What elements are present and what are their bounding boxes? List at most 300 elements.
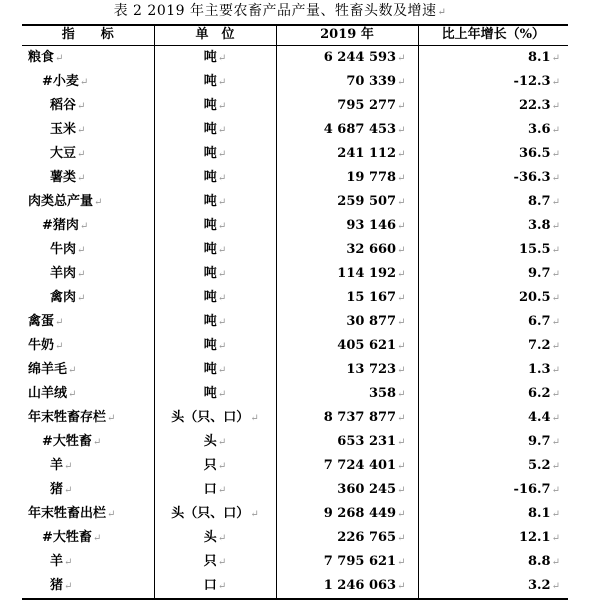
- row-value: [276, 430, 418, 454]
- table-row: [22, 142, 568, 166]
- row-value: [276, 214, 418, 238]
- row-growth-text: 6.2: [527, 385, 551, 401]
- row-growth: [418, 94, 568, 118]
- row-growth-text: 3.6: [527, 121, 551, 137]
- row-value-text: 15 167: [346, 289, 397, 305]
- table-title-text: 表 2 2019 年主要农畜产品产量、牲畜头数及增速: [113, 3, 437, 19]
- row-unit-text: 头: [203, 433, 217, 449]
- row-growth: [418, 238, 568, 262]
- paragraph-mark-icon: ↵: [551, 436, 560, 448]
- row-unit-text: 吨: [203, 385, 217, 401]
- row-unit-text: 吨: [203, 361, 217, 377]
- row-growth-text: 9.7: [527, 433, 551, 449]
- table-body: [22, 45, 568, 599]
- row-unit-text: 只: [203, 457, 217, 473]
- paragraph-mark-icon: ↵: [217, 436, 227, 448]
- paragraph-mark-icon: ↵: [551, 316, 560, 328]
- row-value: [276, 70, 418, 94]
- paragraph-mark-icon: ↵: [397, 412, 406, 424]
- row-name: [22, 334, 154, 358]
- paragraph-mark-icon: ↵: [217, 268, 227, 280]
- row-name-text: #大牲畜: [42, 529, 92, 545]
- row-unit: [154, 70, 276, 94]
- table-row: [22, 166, 568, 190]
- row-unit-text: 吨: [203, 265, 217, 281]
- header-unit: 单 位: [154, 25, 276, 45]
- table-row: [22, 550, 568, 574]
- row-name: [22, 454, 154, 478]
- row-unit-text: 吨: [203, 169, 217, 185]
- paragraph-mark-icon: ↵: [397, 268, 406, 280]
- paragraph-mark-icon: ↵: [217, 172, 227, 184]
- row-growth-text: 7.2: [527, 337, 551, 353]
- row-unit: [154, 94, 276, 118]
- paragraph-mark-icon: ↵: [551, 196, 560, 208]
- row-growth: [418, 166, 568, 190]
- paragraph-mark-icon: ↵: [217, 316, 227, 328]
- paragraph-mark-icon: ↵: [217, 484, 227, 496]
- row-value: [276, 502, 418, 526]
- paragraph-mark-icon: ↵: [397, 220, 406, 232]
- row-name-text: 薯类: [50, 169, 77, 185]
- row-value: [276, 358, 418, 382]
- row-name-text: 年末牲畜存栏: [28, 409, 107, 425]
- table-row: [22, 286, 568, 310]
- table-row: [22, 406, 568, 430]
- row-growth-text: 8.7: [527, 193, 551, 209]
- row-value-text: 70 339: [346, 73, 397, 89]
- row-unit: [154, 214, 276, 238]
- row-growth: [418, 142, 568, 166]
- row-growth-text: 3.2: [527, 577, 551, 593]
- row-unit-text: 吨: [203, 337, 217, 353]
- row-value: [276, 45, 418, 70]
- paragraph-mark-icon: ↵: [551, 412, 560, 424]
- row-unit: [154, 430, 276, 454]
- row-value: [276, 310, 418, 334]
- paragraph-mark-icon: ↵: [64, 460, 73, 472]
- row-growth: [418, 454, 568, 478]
- paragraph-mark-icon: ↵: [64, 484, 73, 496]
- row-unit-text: 吨: [203, 145, 217, 161]
- paragraph-mark-icon: ↵: [77, 244, 86, 256]
- table-row: [22, 45, 568, 70]
- paragraph-mark-icon: ↵: [551, 388, 560, 400]
- row-value-text: 30 877: [346, 313, 397, 329]
- row-unit: [154, 118, 276, 142]
- row-value: [276, 286, 418, 310]
- row-growth-text: 5.2: [527, 457, 551, 473]
- table-title: [0, 2, 560, 22]
- table-row: [22, 334, 568, 358]
- paragraph-mark-icon: ↵: [397, 484, 406, 496]
- row-unit-text: 吨: [203, 217, 217, 233]
- paragraph-mark-icon: ↵: [551, 244, 560, 256]
- row-value-text: 9 268 449: [323, 505, 397, 521]
- header-row: [22, 25, 568, 45]
- row-growth-text: 8.1: [527, 49, 551, 65]
- paragraph-mark-icon: ↵: [397, 172, 406, 184]
- row-value: [276, 406, 418, 430]
- row-growth: [418, 526, 568, 550]
- paragraph-mark-icon: ↵: [551, 460, 560, 472]
- row-value-text: 358: [368, 385, 397, 401]
- row-unit: [154, 478, 276, 502]
- row-name-text: 羊: [50, 553, 64, 569]
- row-value: [276, 166, 418, 190]
- row-growth: [418, 550, 568, 574]
- row-name: [22, 190, 154, 214]
- row-growth: [418, 406, 568, 430]
- row-name-text: 猪: [50, 577, 64, 593]
- row-value-text: 32 660: [346, 241, 397, 257]
- paragraph-mark-icon: ↵: [397, 52, 406, 64]
- row-growth-text: 8.1: [527, 505, 551, 521]
- paragraph-mark-icon: ↵: [217, 388, 227, 400]
- table-row: [22, 382, 568, 406]
- paragraph-mark-icon: ↵: [397, 316, 406, 328]
- row-name: [22, 142, 154, 166]
- row-name-text: 禽肉: [50, 289, 77, 305]
- row-value-text: 360 245: [337, 481, 397, 497]
- row-growth-text: 12.1: [518, 529, 551, 545]
- row-value-text: 259 507: [337, 193, 397, 209]
- table-row: [22, 118, 568, 142]
- row-value-text: 1 246 063: [323, 577, 397, 593]
- data-table: [22, 24, 568, 600]
- paragraph-mark-icon: ↵: [55, 340, 64, 352]
- row-growth: [418, 334, 568, 358]
- paragraph-mark-icon: ↵: [551, 76, 560, 88]
- row-name: [22, 358, 154, 382]
- row-name: [22, 310, 154, 334]
- table-row: [22, 94, 568, 118]
- paragraph-mark-icon: ↵: [55, 316, 64, 328]
- paragraph-mark-icon: ↵: [92, 532, 102, 544]
- row-unit-text: 吨: [203, 121, 217, 137]
- row-value: [276, 190, 418, 214]
- row-growth-text: 3.8: [527, 217, 551, 233]
- row-unit: [154, 190, 276, 214]
- row-value-text: 8 737 877: [323, 409, 397, 425]
- row-growth: [418, 382, 568, 406]
- row-unit-text: 只: [203, 553, 217, 569]
- row-name-text: 稻谷: [50, 97, 77, 113]
- paragraph-mark-icon: ↵: [551, 100, 560, 112]
- paragraph-mark-icon: ↵: [217, 364, 227, 376]
- table-row: [22, 70, 568, 94]
- paragraph-mark-icon: ↵: [397, 244, 406, 256]
- paragraph-mark-icon: ↵: [217, 340, 227, 352]
- row-growth: [418, 430, 568, 454]
- row-value: [276, 454, 418, 478]
- row-unit: [154, 574, 276, 599]
- paragraph-mark-icon: ↵: [551, 124, 560, 136]
- row-unit: [154, 142, 276, 166]
- table-row: [22, 262, 568, 286]
- paragraph-mark-icon: ↵: [64, 580, 73, 592]
- row-growth: [418, 502, 568, 526]
- table-row: [22, 502, 568, 526]
- row-growth: [418, 214, 568, 238]
- paragraph-mark-icon: ↵: [397, 124, 406, 136]
- row-name-text: 牛奶: [28, 337, 55, 353]
- row-value: [276, 550, 418, 574]
- row-unit: [154, 45, 276, 70]
- row-value-text: 405 621: [337, 337, 397, 353]
- row-growth: [418, 358, 568, 382]
- paragraph-mark-icon: ↵: [250, 508, 259, 520]
- paragraph-mark-icon: ↵: [437, 7, 447, 18]
- row-growth: [418, 190, 568, 214]
- row-unit-text: 头: [203, 529, 217, 545]
- row-unit: [154, 238, 276, 262]
- row-value-text: 7 724 401: [323, 457, 397, 473]
- row-name: [22, 406, 154, 430]
- paragraph-mark-icon: ↵: [397, 460, 406, 472]
- row-value-text: 7 795 621: [323, 553, 397, 569]
- row-unit-text: 吨: [203, 241, 217, 257]
- paragraph-mark-icon: ↵: [551, 148, 560, 160]
- row-unit-text: 吨: [203, 289, 217, 305]
- row-growth: [418, 262, 568, 286]
- paragraph-mark-icon: ↵: [217, 556, 227, 568]
- row-name-text: 禽蛋: [28, 313, 55, 329]
- row-growth-text: 20.5: [518, 289, 551, 305]
- row-unit: [154, 502, 276, 526]
- row-value-text: 6 244 593: [323, 49, 397, 65]
- header-year: 2019 年: [276, 25, 418, 45]
- paragraph-mark-icon: ↵: [397, 292, 406, 304]
- paragraph-mark-icon: ↵: [107, 412, 116, 424]
- paragraph-mark-icon: ↵: [217, 532, 227, 544]
- row-growth-text: 1.3: [527, 361, 551, 377]
- row-growth-text: -12.3: [513, 73, 551, 89]
- row-name-text: 粮食: [28, 49, 55, 65]
- row-growth: [418, 70, 568, 94]
- table-row: [22, 478, 568, 502]
- paragraph-mark-icon: ↵: [77, 172, 86, 184]
- row-growth-text: 8.8: [527, 553, 551, 569]
- row-name-text: 肉类总产量: [28, 193, 94, 209]
- paragraph-mark-icon: ↵: [397, 388, 406, 400]
- paragraph-mark-icon: ↵: [217, 148, 227, 160]
- paragraph-mark-icon: ↵: [551, 580, 560, 592]
- paragraph-mark-icon: ↵: [77, 100, 86, 112]
- row-name-text: 羊肉: [50, 265, 77, 281]
- row-unit: [154, 526, 276, 550]
- row-name: [22, 45, 154, 70]
- paragraph-mark-icon: ↵: [551, 484, 560, 496]
- row-value: [276, 94, 418, 118]
- row-unit-text: 吨: [203, 73, 217, 89]
- paragraph-mark-icon: ↵: [397, 580, 406, 592]
- paragraph-mark-icon: ↵: [217, 52, 227, 64]
- row-name: [22, 94, 154, 118]
- row-name: [22, 238, 154, 262]
- row-name-text: 猪: [50, 481, 64, 497]
- row-growth-text: -36.3: [513, 169, 551, 185]
- row-value-text: 19 778: [346, 169, 397, 185]
- row-unit-text: 吨: [203, 49, 217, 65]
- row-unit: [154, 454, 276, 478]
- row-name-text: #小麦: [42, 73, 79, 89]
- row-growth: [418, 310, 568, 334]
- table-row: [22, 214, 568, 238]
- row-unit-text: 吨: [203, 97, 217, 113]
- row-unit-text: 吨: [203, 313, 217, 329]
- paragraph-mark-icon: ↵: [250, 412, 259, 424]
- row-name-text: 山羊绒: [28, 385, 68, 401]
- row-growth-text: -16.7: [513, 481, 551, 497]
- row-value: [276, 382, 418, 406]
- row-name-text: 年末牲畜出栏: [28, 505, 107, 521]
- paragraph-mark-icon: ↵: [551, 52, 560, 64]
- paragraph-mark-icon: ↵: [551, 172, 560, 184]
- row-name-text: 牛肉: [50, 241, 77, 257]
- row-name: [22, 214, 154, 238]
- row-value: [276, 238, 418, 262]
- paragraph-mark-icon: ↵: [551, 532, 560, 544]
- paragraph-mark-icon: ↵: [551, 220, 560, 232]
- row-unit: [154, 310, 276, 334]
- row-value: [276, 334, 418, 358]
- table-row: [22, 454, 568, 478]
- paragraph-mark-icon: ↵: [397, 100, 406, 112]
- paragraph-mark-icon: ↵: [397, 532, 406, 544]
- paragraph-mark-icon: ↵: [551, 508, 560, 520]
- row-growth: [418, 286, 568, 310]
- row-value-text: 114 192: [337, 265, 397, 281]
- paragraph-mark-icon: ↵: [551, 364, 560, 376]
- paragraph-mark-icon: ↵: [217, 244, 227, 256]
- row-growth: [418, 478, 568, 502]
- table-row: [22, 238, 568, 262]
- table-row: [22, 526, 568, 550]
- row-name-text: 羊: [50, 457, 64, 473]
- paragraph-mark-icon: ↵: [397, 76, 406, 88]
- row-unit: [154, 382, 276, 406]
- paragraph-mark-icon: ↵: [397, 364, 406, 376]
- paragraph-mark-icon: ↵: [551, 268, 560, 280]
- row-growth-text: 36.5: [518, 145, 551, 161]
- row-name: [22, 70, 154, 94]
- row-growth-text: 22.3: [518, 97, 551, 113]
- paragraph-mark-icon: ↵: [217, 292, 227, 304]
- row-value-text: 4 687 453: [323, 121, 397, 137]
- row-name: [22, 478, 154, 502]
- paragraph-mark-icon: ↵: [55, 52, 64, 64]
- row-value: [276, 478, 418, 502]
- row-value: [276, 262, 418, 286]
- table-row: [22, 574, 568, 599]
- row-growth-text: 9.7: [527, 265, 551, 281]
- row-value-text: 241 112: [337, 145, 397, 161]
- paragraph-mark-icon: ↵: [77, 268, 86, 280]
- row-name-text: #大牲畜: [42, 433, 92, 449]
- paragraph-mark-icon: ↵: [397, 340, 406, 352]
- table-header: [22, 25, 568, 45]
- header-indicator: 指 标: [22, 25, 154, 45]
- table-row: [22, 310, 568, 334]
- row-name-text: 大豆: [50, 145, 77, 161]
- paragraph-mark-icon: ↵: [217, 100, 227, 112]
- row-value: [276, 142, 418, 166]
- row-value: [276, 526, 418, 550]
- row-unit-text: 口: [203, 481, 217, 497]
- row-name: [22, 166, 154, 190]
- row-unit: [154, 166, 276, 190]
- paragraph-mark-icon: ↵: [217, 580, 227, 592]
- paragraph-mark-icon: ↵: [107, 508, 116, 520]
- paragraph-mark-icon: ↵: [397, 556, 406, 568]
- row-unit-text: 头（只、口）: [171, 505, 250, 521]
- paragraph-mark-icon: ↵: [79, 76, 89, 88]
- paragraph-mark-icon: ↵: [217, 220, 227, 232]
- paragraph-mark-icon: ↵: [217, 124, 227, 136]
- row-name: [22, 382, 154, 406]
- row-unit: [154, 406, 276, 430]
- header-growth: 比上年增长（%）: [418, 25, 568, 45]
- row-name: [22, 502, 154, 526]
- row-growth-text: 15.5: [518, 241, 551, 257]
- row-unit: [154, 334, 276, 358]
- paragraph-mark-icon: ↵: [79, 220, 89, 232]
- row-name-text: 绵羊毛: [28, 361, 68, 377]
- row-growth: [418, 574, 568, 599]
- row-name: [22, 286, 154, 310]
- paragraph-mark-icon: ↵: [551, 556, 560, 568]
- row-value-text: 226 765: [337, 529, 397, 545]
- row-name-text: 玉米: [50, 121, 77, 137]
- row-unit-text: 头（只、口）: [171, 409, 250, 425]
- paragraph-mark-icon: ↵: [64, 556, 73, 568]
- row-value-text: 653 231: [337, 433, 397, 449]
- row-value: [276, 118, 418, 142]
- paragraph-mark-icon: ↵: [551, 340, 560, 352]
- paragraph-mark-icon: ↵: [217, 460, 227, 472]
- paragraph-mark-icon: ↵: [551, 292, 560, 304]
- paragraph-mark-icon: ↵: [397, 508, 406, 520]
- paragraph-mark-icon: ↵: [397, 148, 406, 160]
- paragraph-mark-icon: ↵: [397, 196, 406, 208]
- row-name: [22, 262, 154, 286]
- row-value-text: 13 723: [346, 361, 397, 377]
- paragraph-mark-icon: ↵: [77, 148, 86, 160]
- row-name: [22, 574, 154, 599]
- row-growth-text: 4.4: [527, 409, 551, 425]
- row-value-text: 93 146: [346, 217, 397, 233]
- row-growth-text: 6.7: [527, 313, 551, 329]
- row-unit: [154, 358, 276, 382]
- paragraph-mark-icon: ↵: [77, 292, 86, 304]
- row-name-text: #猪肉: [42, 217, 79, 233]
- row-unit: [154, 550, 276, 574]
- paragraph-mark-icon: ↵: [217, 76, 227, 88]
- row-name: [22, 526, 154, 550]
- row-name: [22, 430, 154, 454]
- row-name: [22, 118, 154, 142]
- paragraph-mark-icon: ↵: [397, 436, 406, 448]
- table-row: [22, 430, 568, 454]
- row-unit-text: 吨: [203, 193, 217, 209]
- row-growth: [418, 118, 568, 142]
- paragraph-mark-icon: ↵: [77, 124, 86, 136]
- paragraph-mark-icon: ↵: [92, 436, 102, 448]
- table-row: [22, 190, 568, 214]
- paragraph-mark-icon: ↵: [217, 196, 227, 208]
- row-unit: [154, 262, 276, 286]
